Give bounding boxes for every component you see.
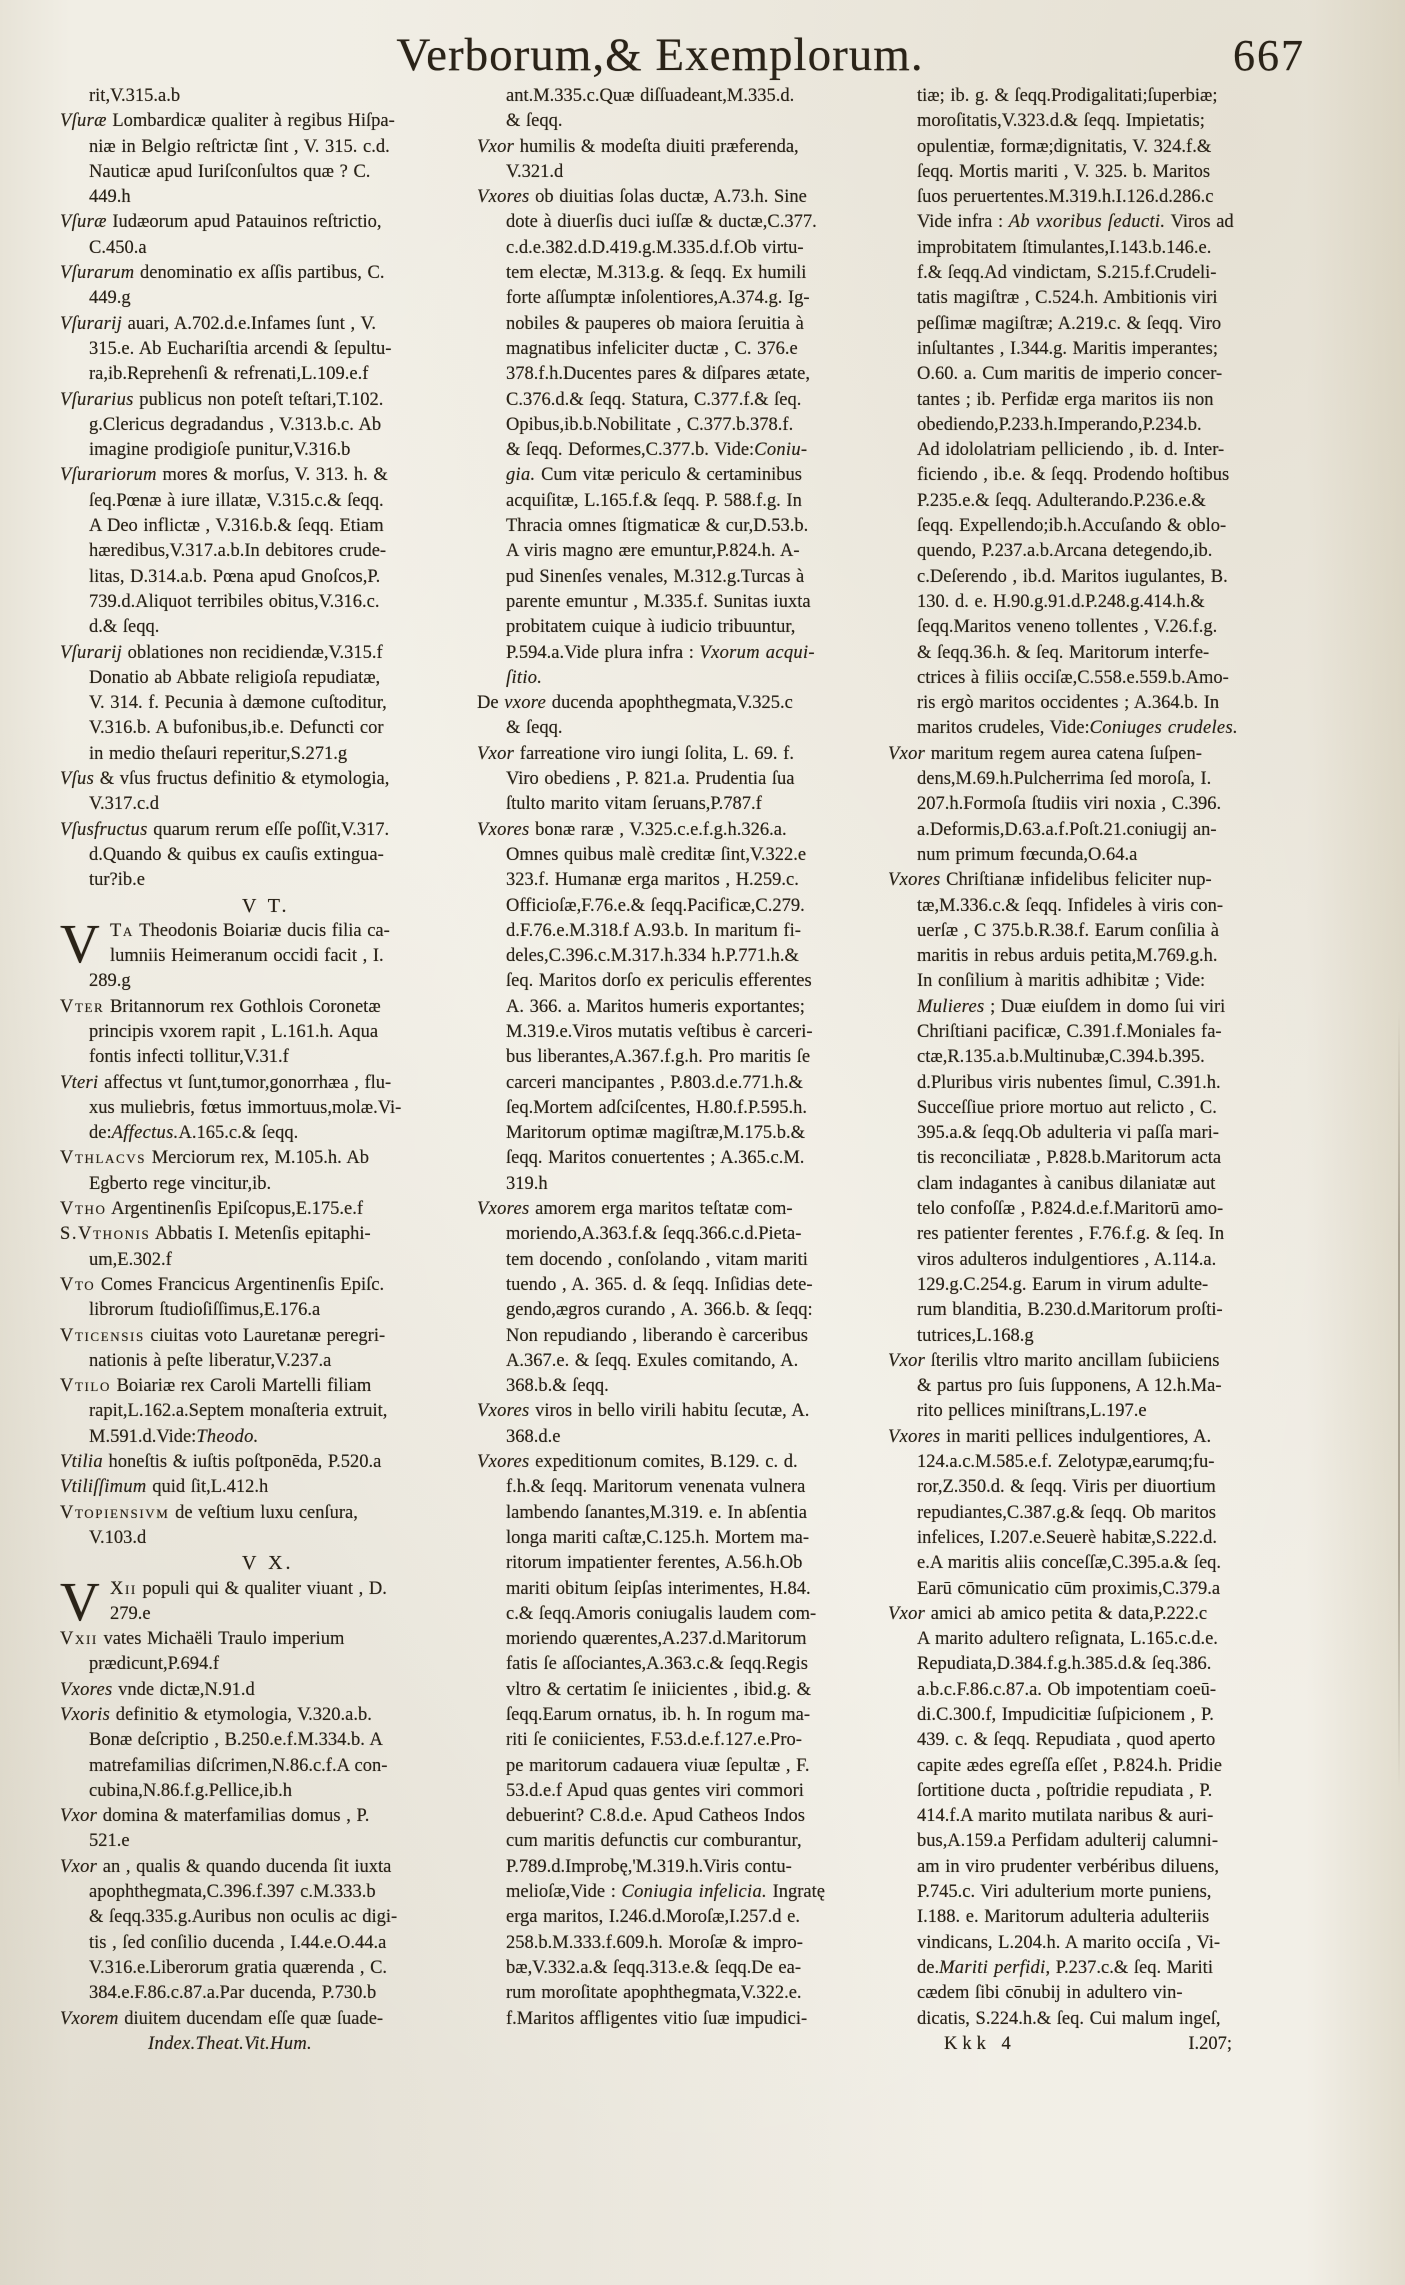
text-line: ctæ,R.135.a.b.Multinubæ,C.394.b.395.	[917, 1047, 1205, 1068]
text-line: Omnes quibus malè creditæ ſint,V.322.e	[506, 844, 807, 865]
text-line: uerſæ , C 375.b.R.38.f. Earum conſilia à	[917, 920, 1219, 941]
headword: Vxoris	[60, 1705, 111, 1725]
text-line: dens,M.69.h.Pulcherrima ſed moroſa, I.	[917, 769, 1212, 790]
text-line: obediendo,P.233.h.Imperando,P.234.b.	[917, 414, 1202, 435]
text-line: rito pellices miniſtrans,L.197.e	[917, 1401, 1147, 1422]
index-column-1	[60, 84, 465, 2057]
text-line: ror,Z.350.d. & ſeqq. Viris per diuortium	[917, 1477, 1216, 1498]
headword: Vſurarum	[60, 263, 135, 284]
index-entry-line: Vſuræ Lombardicæ qualiter à regibus Hiſpa-	[60, 111, 395, 132]
text-line: C.376.d.& ſeqq. Statura, C.377.f.& ſeq.	[506, 389, 802, 410]
text-line: a.b.c.F.86.c.87.a. Ob impotentiam coeū-	[917, 1679, 1216, 1700]
page-number: 667	[1233, 31, 1305, 80]
text-line: g.Clericus degradandus , V.313.b.c. Ab	[89, 414, 382, 435]
text-line: di.C.300.f, Impudicitiæ ſuſpicionem , P.	[917, 1705, 1214, 1725]
text-line: ſeq.Pœnæ à iure illatæ, V.315.c.& ſeqq.	[89, 490, 384, 511]
text-line: ficiendo , ib.e. & ſeqq. Prodendo hoſtibus	[917, 465, 1230, 486]
text-line: hæredibus,V.317.a.b.In debitores crude-	[89, 541, 387, 562]
drop-cap: V	[60, 912, 100, 974]
headword: Vtiliſſimum	[60, 1477, 147, 1498]
headword: Vxores	[477, 1452, 530, 1473]
text-line: 319.h	[506, 1173, 548, 1194]
text-line: Earū cōmunicatio cūm proximis,C.379.a	[917, 1578, 1221, 1599]
text-line: bus,A.159.a Perfidam adulterij calumni-	[917, 1831, 1218, 1852]
text-line: lumniis Heimeranum occidi facit , I.	[110, 946, 384, 967]
text-line: Nauticæ apud Iuriſconſultos quæ ? C.	[89, 161, 371, 182]
text-line: tæ,M.336.c.& ſeqq. Infideles à viris con-	[917, 895, 1224, 916]
text-line: melioſæ,Vide : Coniugia infelicia. Ingratę	[506, 1882, 825, 1903]
headword: Ta	[110, 920, 134, 941]
text-line: ſortitione ducta , poſtridie repudiata , P.	[917, 1780, 1213, 1801]
text-line: P.745.c. Viri adulterium morte puniens,	[917, 1882, 1212, 1903]
index-entry-line: Vticensis ciuitas voto Lauretanæ peregri-	[60, 1325, 386, 1346]
headword: Vteri	[60, 1072, 99, 1093]
text-line: inſultantes , I.344.g. Maritis imperantes;	[917, 338, 1218, 359]
headword: Vſurarij	[60, 642, 123, 663]
index-entry-line: Kkk 4 I.207;	[888, 2032, 1238, 2057]
index-entry-line: V Xii populi qui & qualiter viuant , D.	[60, 1570, 387, 1632]
text-line: mariti obitum ſeipſas interimentes, H.84.	[506, 1578, 811, 1599]
text-line: & ſeqq.36.h. & ſeq. Maritorum interfe-	[917, 642, 1210, 663]
text-line: tem docendo , conſolando , vitam mariti	[506, 1249, 808, 1270]
text-line: 129.g.C.254.g. Earum in virum adulte-	[917, 1274, 1209, 1295]
text-line: dote à diuerſis duci iuſſæ & ductæ,C.377.	[506, 212, 817, 233]
headword: Vthlacvs	[60, 1148, 147, 1169]
text-line: 395.a.& ſeqq.Ob adulteria vi paſſa mari-	[917, 1123, 1219, 1144]
headword: Vxorem	[60, 2008, 119, 2029]
text-line: d.Quando & quibus ex cauſis extingua-	[89, 844, 384, 865]
text-line: 289.g	[89, 971, 131, 992]
headword: Vſurariorum	[60, 465, 157, 486]
text-line: ſeqq. Mortis mariti , V. 325. b. Maritos	[917, 161, 1211, 182]
headword: Vticensis	[60, 1325, 145, 1346]
index-entry-line: Vtiliſſimum quid ſit,L.412.h	[60, 1477, 269, 1498]
text-line: 378.f.h.Ducentes pares & diſpares ætate,	[506, 364, 811, 385]
text-line: c.& ſeqq.Amoris coniugalis laudem com-	[506, 1603, 817, 1624]
text-line: infelices, I.207.e.Seuerè habitæ,S.222.d.	[917, 1527, 1217, 1548]
index-column-2	[477, 84, 882, 2032]
index-entry-line: Vxor ſterilis vltro marito ancillam ſubiiciens	[888, 1350, 1220, 1371]
headword: Vxores	[60, 1679, 113, 1700]
text-line: gendo,ægros curando , A. 366.b. & ſeqq:	[506, 1300, 813, 1321]
text-line: V.316.e.Liberorum gratia quærenda , C.	[89, 1957, 388, 1978]
text-line: V.316.b. A bufonibus,ib.e. Defuncti cor	[89, 718, 384, 739]
headword: Vxor	[888, 1350, 926, 1371]
text-line: d.F.76.e.M.318.f A.93.b. In maritum fi-	[506, 920, 801, 941]
headword: Vxor	[60, 1806, 98, 1827]
text-line: principis vxorem rapit , L.161.h. Aqua	[89, 1021, 379, 1042]
headword: Vſuræ	[60, 111, 107, 132]
text-line: f.& ſeqq.Ad vindictam, S.215.f.Crudeli-	[917, 263, 1217, 284]
index-entry-line: Vxor humilis & modeſta diuiti præferenda,	[477, 136, 799, 157]
text-line: de.Mariti perfidi, P.237.c.& ſeq. Mariti	[917, 1957, 1213, 1978]
text-line: ſeqq. Maritos conuertentes ; A.365.c.M.	[506, 1148, 805, 1169]
index-entry-line: Vſurarius publicus non poteſt teſtari,T.102.	[60, 389, 384, 410]
text-line: e.A maritis aliis conceſſæ,C.395.a.& ſeq.	[917, 1553, 1222, 1574]
index-entry-line: V Ta Theodonis Boiariæ ducis filia ca-	[60, 912, 390, 974]
text-line: M.319.e.Viros mutatis veſtibus è carceri-	[506, 1021, 813, 1042]
index-entry-line: Vtho Argentinenſis Epiſcopus,E.175.e.f	[60, 1199, 363, 1220]
text-line: maritis in rebus arduis petita,M.769.g.h.	[917, 946, 1218, 967]
text-line: d.Pluribus viris nubentes ſimul, C.391.h.	[917, 1072, 1221, 1093]
text-line: ſitio.	[506, 667, 543, 688]
index-entry-line: Vxores expeditionum comites, B.129. c. d.	[477, 1452, 798, 1473]
text-line: fatis ſe aſſociantes,A.363.c.& ſeqq.Regis	[506, 1654, 809, 1675]
text-line: pe maritorum cadauera viuæ ſepultæ , F.	[506, 1755, 810, 1776]
text-line: gia. Cum vitæ periculo & certaminibus	[506, 465, 802, 486]
text-line: opulentiæ, formæ;dignitatis, V. 324.f.&	[917, 136, 1212, 157]
text-line: A viris magno ære emuntur,P.824.h. A-	[506, 541, 800, 562]
text-line: tiæ; ib. g. & ſeqq.Prodigalitati;ſuperbiæ;	[917, 86, 1218, 106]
text-line: 384.e.F.86.c.87.a.Par ducenda, P.730.b	[89, 1983, 377, 2004]
text-line: num primum fœcunda,O.64.a	[917, 844, 1138, 865]
text-line: 449.g	[89, 288, 131, 309]
text-line: C.450.a	[89, 237, 147, 258]
index-entry-line: Vxores vnde dictæ,N.91.d	[60, 1679, 255, 1700]
index-entry-line: Vſuræ Iudæorum apud Patauinos reſtrictio,	[60, 212, 382, 233]
text-line: riti ſe coniicientes, F.53.d.e.f.127.e.Pro-	[506, 1730, 802, 1751]
catchword-line: Index.Theat.Vit.Hum.	[148, 2033, 312, 2054]
text-line: in medio theſauri reperitur,S.271.g	[89, 743, 348, 764]
text-line: tis reconciliatæ , P.828.b.Maritorum acta	[917, 1148, 1222, 1169]
text-line: P.235.e.& ſeqq. Adulterando.P.236.e.&	[917, 490, 1206, 511]
headword: Vtopiensivm	[60, 1502, 170, 1523]
index-entry-line: Vtopiensivm de veſtium luxu cenſura,	[60, 1502, 358, 1523]
text-line: Mulieres ; Duæ eiuſdem in domo ſui viri	[917, 996, 1226, 1017]
text-line: Bonæ deſcriptio , B.250.e.f.M.334.b. A	[89, 1730, 383, 1751]
text-line: & partus pro ſuis ſupponens, A 12.h.Ma-	[917, 1376, 1222, 1397]
index-entry-line: Vxoris definitio & etymologia, V.320.a.b.	[60, 1705, 372, 1725]
text-line: tem electæ, M.313.g. & ſeqq. Ex humili	[506, 263, 807, 284]
text-line: improbitatem ſtimulantes,I.143.b.146.e.	[917, 237, 1212, 258]
text-line: & ſeqq.	[506, 718, 563, 739]
text-line: 53.d.e.f Apud quas gentes viri commori	[506, 1780, 804, 1801]
headword: Vxores	[477, 187, 530, 208]
headword: Vſuræ	[60, 212, 107, 233]
text-line: quendo, P.237.a.b.Arcana detegendo,ib.	[917, 541, 1213, 562]
section-heading: V X.	[242, 1552, 294, 1575]
index-entry-line: Vxorem diuitem ducendam eſſe quæ ſuade-	[60, 2008, 384, 2029]
headword: Vtilia	[60, 1452, 103, 1473]
text-line: peſſimæ magiſtræ; A.219.c. & ſeqq. Viro	[917, 313, 1222, 334]
text-line: De vxore ducenda apophthegmata,V.325.c	[477, 693, 793, 714]
text-line: ant.M.335.c.Quæ diſſuadeant,M.335.d.	[506, 86, 795, 106]
drop-cap: V	[60, 1570, 100, 1632]
text-line: A.367.e. & ſeqq. Exules comitando, A.	[506, 1350, 799, 1371]
text-line: tis , ſed conſilio ducenda , I.44.e.O.44.a	[89, 1932, 387, 1953]
text-line: carceri mancipantes , P.803.d.e.771.h.&	[506, 1072, 803, 1093]
text-line: V.103.d	[89, 1527, 147, 1548]
text-line: In conſilium à maritis adhibitæ ; Vide:	[917, 971, 1206, 992]
text-line: ſeq. Maritos dorſo ex periculis efferentes	[506, 971, 812, 992]
headword: Vtho	[60, 1199, 107, 1220]
text-line: bæ,V.332.a.& ſeqq.313.e.& ſeqq.De ea-	[506, 1957, 801, 1978]
index-entry-line: Vſus & vſus fructus definitio & etymologia,	[60, 769, 390, 790]
text-line: 130. d. e. H.90.g.91.d.P.248.g.414.h.&	[917, 591, 1205, 612]
text-line: clam indagantes à canibus dilaniatæ aut	[917, 1173, 1216, 1194]
text-line: forte aſſumptæ inſolentiores,A.374.g. Ig-	[506, 288, 810, 309]
headword: Vxores	[888, 1426, 941, 1447]
text-line: 258.b.M.333.f.609.h. Moroſæ & impro-	[506, 1932, 803, 1953]
text-line: tatis magiſtræ , C.524.h. Ambitionis viri	[917, 288, 1218, 309]
text-line: rum moroſitate apophthegmata,V.322.e.	[506, 1983, 802, 2004]
text-line: librorum ſtudioſiſſimus,E.176.a	[89, 1300, 321, 1321]
text-line: matrefamilias diſcrimen,N.86.c.f.A con-	[89, 1755, 388, 1776]
index-entry-line: Vxores viros in bello virili habitu ſecutæ, A.	[477, 1401, 810, 1422]
text-line: res patienter ferentes , F.76.f.g. & ſeq. In	[917, 1224, 1225, 1245]
text-line: tutrices,L.168.g	[917, 1325, 1034, 1346]
text-line: vindicans, L.204.h. A marito occiſa , Vi-	[917, 1932, 1221, 1953]
index-entry-line: Vſurarum denominatio ex aſſis partibus, C.	[60, 263, 385, 284]
text-line: Donatio ab Abbate religioſa repudiatæ,	[89, 667, 381, 688]
text-line: 439. c. & ſeqq. Repudiata , quod aperto	[917, 1730, 1216, 1751]
text-line: 323.f. Humanæ erga maritos , H.259.c.	[506, 870, 799, 891]
text-line: Chriſtiani pacificæ, C.391.f.Moniales fa-	[917, 1021, 1222, 1042]
text-line: Maritorum optimæ magiſtræ,M.175.b.&	[506, 1123, 806, 1144]
text-line: longa mariti caſtæ,C.125.h. Mortem ma-	[506, 1527, 810, 1548]
text-line: 521.e	[89, 1831, 130, 1852]
text-line: & ſeqq.	[506, 111, 563, 132]
headword: Vxores	[477, 1401, 530, 1422]
text-line: c.d.e.382.d.D.419.g.M.335.d.f.Ob virtu-	[506, 237, 804, 258]
index-entry-line: Vxores bonæ raræ , V.325.c.e.f.g.h.326.a.	[477, 819, 787, 840]
index-entry-line: S.Vthonis Abbatis I. Metenſis epitaphi-	[60, 1224, 371, 1245]
index-entry-line: Vtilo Boiariæ rex Caroli Martelli filiam	[60, 1376, 372, 1397]
text-line: A marito adultero reſignata, L.165.c.d.e.	[917, 1629, 1218, 1650]
text-line: 279.e	[110, 1603, 151, 1624]
text-line: Officioſæ,F.76.e.& ſeqq.Pacificæ,C.279.	[506, 895, 805, 916]
text-line: deles,C.396.c.M.317.h.334 h.P.771.h.&	[506, 946, 799, 967]
text-line: capite ædes egreſſa eſſet , P.824.h. Pridie	[917, 1755, 1223, 1776]
text-line: Viro obediens , P. 821.a. Prudentia ſua	[506, 769, 795, 790]
index-entry-line: Vxor maritum regem aurea catena ſuſpen-	[888, 743, 1202, 764]
index-entry-line: Vthlacvs Merciorum rex, M.105.h. Ab	[60, 1148, 369, 1169]
headword: Xii	[110, 1578, 137, 1599]
headword: Vter	[60, 996, 105, 1017]
index-entry-line: Vſurarij auari, A.702.d.e.Infames ſunt , V.	[60, 313, 377, 334]
text-line: nationis à peſte liberatur,V.237.a	[89, 1350, 332, 1371]
text-line: telo confoſſæ , P.824.d.e.f.Maritorū amo-	[917, 1199, 1224, 1220]
text-line: bus liberantes,A.367.f.g.h. Pro maritis ſe	[506, 1047, 811, 1068]
text-line: repudiantes,C.387.g.& ſeqq. Ob maritos	[917, 1502, 1216, 1523]
text-line: dicatis, S.224.h.& ſeq. Cui malum ingeſ,	[917, 2008, 1221, 2029]
text-line: ſeq.Mortem adſciſcentes, H.80.f.P.595.h.	[506, 1097, 808, 1118]
text-line: apophthegmata,C.396.f.397 c.M.333.b	[89, 1882, 376, 1903]
text-line: litas, D.314.a.b. Pœna apud Gnoſcos,P.	[89, 566, 381, 587]
text-line: cædem ſibi cōnubij in adultero vin-	[917, 1983, 1183, 2004]
text-line: Vide infra : Ab vxoribus ſeducti. Viros ad	[917, 212, 1234, 233]
text-line: 414.f.A marito mutilata naribus & auri-	[917, 1806, 1214, 1827]
text-line: nobiles & pauperes ob maiora ſeruitia à	[506, 313, 804, 334]
index-entry-line: Vxii vates Michaëli Traulo imperium	[60, 1629, 345, 1650]
text-line: A Deo inflictæ , V.316.b.& ſeqq. Etiam	[89, 516, 384, 537]
text-line: P.789.d.Improbę,'M.319.h.Viris contu-	[506, 1856, 792, 1877]
index-entry-line: Vtilia honeſtis & iuſtis poſtponēda, P.520.a	[60, 1452, 382, 1473]
text-line: viros adulteros indulgentiores , A.114.a.	[917, 1249, 1217, 1270]
text-line: parente emuntur , M.335.f. Sunitas iuxta	[506, 591, 811, 612]
index-entry-line: Vxores amorem erga maritos teſtatæ com-	[477, 1199, 793, 1220]
text-line: de:Affectus.A.165.c.& ſeqq.	[89, 1123, 299, 1144]
text-line: M.591.d.Vide:Theodo.	[89, 1426, 259, 1447]
text-line: prædicunt,P.694.f	[89, 1654, 220, 1675]
text-line: c.Deſerendo , ib.d. Maritos iugulantes, B.	[917, 566, 1228, 587]
text-line: maritos crudeles, Vide:Coniuges crudeles.	[917, 718, 1238, 739]
index-column-3	[888, 84, 1293, 2057]
text-line: magnatibus infeliciter ductæ , C. 376.e	[506, 338, 798, 359]
index-entry-line: Vſusfructus quarum rerum eſſe poſſit,V.317.	[60, 819, 390, 840]
headword: Vxii	[60, 1629, 98, 1650]
text-line: Repudiata,D.384.f.g.h.385.d.& ſeq.386.	[917, 1654, 1212, 1675]
index-entry-line: Vxores Chriſtianæ infidelibus feliciter nup-	[888, 870, 1212, 891]
text-line: Egberto rege vincitur,ib.	[89, 1173, 272, 1194]
index-entry-line: Vxor domina & materfamilias domus , P.	[60, 1806, 370, 1827]
headword: Vxores	[477, 819, 530, 840]
text-line: & ſeqq. Deformes,C.377.b. Vide:Coniu-	[506, 440, 808, 461]
text-line: ctrices à filiis occiſæ,C.558.e.559.b.Amo-	[917, 667, 1229, 688]
headword: Vxor	[60, 1856, 98, 1877]
text-line: ſuos peruertentes.M.319.h.I.126.d.286.c	[917, 187, 1214, 208]
text-line: ritorum impatienter ferentes, A.56.h.Ob	[506, 1553, 803, 1574]
index-entry-line: Vxor amici ab amico petita & data,P.222.c	[888, 1603, 1208, 1624]
headword: S.Vthonis	[60, 1224, 151, 1245]
text-line: lambendo ſanantes,M.319. e. In abſentia	[506, 1502, 807, 1523]
text-line: ſeqq. Expellendo;ib.h.Accuſando & oblo-	[917, 516, 1227, 537]
text-line: Opibus,ib.b.Nobilitate , C.377.b.378.f.	[506, 414, 794, 435]
text-line: V. 314. f. Pecunia à dæmone cuſtoditur,	[89, 693, 387, 714]
headword: Vſurarij	[60, 313, 123, 334]
text-line: rit,V.315.a.b	[89, 86, 181, 106]
text-line: a.Deformis,D.63.a.f.Poſt.21.coniugij an-	[917, 819, 1217, 840]
headword: Vxor	[888, 1603, 926, 1624]
index-entry-line: Vxor an , qualis & quando ducenda ſit iuxta	[60, 1856, 392, 1877]
text-line: & ſeqq.335.g.Auribus non oculis ac digi-	[89, 1907, 398, 1928]
text-line: Ad idololatriam pelliciendo , ib. d. Inter-	[917, 440, 1225, 461]
text-line: 449.h	[89, 187, 131, 208]
text-line: fontis infecti tollitur,V.31.f	[89, 1047, 289, 1068]
index-entry-line: Vto Comes Francicus Argentinenſis Epiſc.	[60, 1274, 385, 1295]
text-line: ſeqq.Earum ornatus, ib. h. In rogum ma-	[506, 1705, 810, 1725]
text-line: moroſitatis,V.323.d.& ſeqq. Impietatis;	[917, 111, 1205, 132]
text-line: ſtulto marito vitam ſeruans,P.787.f	[506, 794, 762, 815]
text-line: 315.e. Ab Euchariſtia arcendi & ſepultu-	[89, 338, 392, 359]
index-entry-line: Vſurariorum mores & morſus, V. 313. h. &	[60, 465, 388, 486]
headword: Kkk 4	[944, 2033, 1016, 2054]
text-line: imagine prodigioſe punitur,V.316.b	[89, 440, 351, 461]
index-entry-line: Vſurarij oblationes non recidiendæ,V.315.f	[60, 642, 383, 663]
index-entry-line: Vxores in mariti pellices indulgentiores, A.	[888, 1426, 1212, 1447]
headword: Vtilo	[60, 1376, 111, 1397]
index-entry-line: Vxores ob diuitias ſolas ductæ, A.73.h. Sine	[477, 187, 807, 208]
text-line: cum maritis defunctis cur comburantur,	[506, 1831, 802, 1852]
headword: Vxores	[888, 870, 941, 891]
text-line: f.Maritos affligentes vitio ſuæ impudici-	[506, 2008, 808, 2029]
text-line: 739.d.Aliquot terribiles obitus,V.316.c.	[89, 591, 380, 612]
headword: Vſusfructus	[60, 819, 148, 840]
headword: Vſurarius	[60, 389, 134, 410]
headword: Vxor	[477, 136, 515, 157]
headword: Vſus	[60, 769, 95, 790]
headword: Vto	[60, 1274, 96, 1295]
text-line: um,E.302.f	[89, 1249, 172, 1270]
text-line: acquiſitæ, L.165.f.& ſeqq. P. 588.f.g. In	[506, 490, 802, 511]
text-line: moriendo quærentes,A.237.d.Maritorum	[506, 1629, 807, 1650]
section-heading: V T.	[242, 894, 290, 917]
text-line: d.& ſeqq.	[89, 617, 160, 638]
text-line: tuendo , A. 365. d. & ſeqq. Inſidias dete-	[506, 1274, 813, 1295]
text-line: V.321.d	[506, 161, 564, 182]
text-line: erga maritos, I.246.d.Moroſæ,I.257.d e.	[506, 1907, 800, 1928]
text-line: rum blanditia, B.230.d.Maritorum proſti-	[917, 1300, 1223, 1321]
index-entry-line: Vter Britannorum rex Gothlois Coronetæ	[60, 996, 381, 1017]
text-line: am in viro prudenter verbéribus diluens,	[917, 1856, 1219, 1877]
text-line: 368.b.& ſeqq.	[506, 1376, 609, 1397]
text-line: O.60. a. Cum maritis de imperio concer-	[917, 364, 1223, 385]
text-line: 368.d.e	[506, 1426, 561, 1447]
text-line: moriendo,A.363.f.& ſeqq.366.c.d.Pieta-	[506, 1224, 802, 1245]
headword: Vxores	[477, 1199, 530, 1220]
text-line: tantes ; ib. Perfidæ erga maritos iis non	[917, 389, 1214, 410]
text-line: I.188. e. Maritorum adulteria adulteriis	[917, 1907, 1210, 1928]
index-entry-line: Vxor farreatione viro iungi ſolita, L. 69. f.	[477, 743, 794, 764]
running-title: Verborum,& Exemplorum.	[396, 29, 924, 81]
text-line: pud Sinenſes venales, M.312.g.Turcas à	[506, 566, 805, 587]
text-line: ſeqq.Maritos veneno tollentes , V.26.f.g.	[917, 617, 1218, 638]
text-line: debuerint? C.8.d.e. Apud Catheos Indos	[506, 1806, 805, 1827]
text-line: A. 366. a. Maritos humeris exportantes;	[506, 996, 805, 1017]
text-line: Non repudiando , liberando è carceribus	[506, 1325, 808, 1346]
text-line: f.h.& ſeqq. Maritorum venenata vulnera	[506, 1477, 806, 1498]
headword: Vxor	[888, 743, 926, 764]
index-entry-line: Vteri affectus vt ſunt,tumor,gonorrhæa , flu-	[60, 1072, 392, 1093]
text-line: probitatem cuique à iudicio tribuuntur,	[506, 617, 796, 638]
text-line: xus muliebris, fœtus immortuus,molæ.Vi-	[89, 1097, 402, 1118]
text-line: 207.h.Formoſa ſtudiis viri noxia , C.396.	[917, 794, 1222, 815]
text-line: P.594.a.Vide plura infra : Vxorum acqui-	[506, 642, 815, 663]
text-line: tur?ib.e	[89, 870, 145, 891]
text-line: niæ in Belgio reſtrictæ ſint , V. 315. c.d.	[89, 136, 390, 157]
text-line: ra,ib.Reprehenſi & refrenati,L.109.e.f	[89, 364, 369, 385]
text-line: rapit,L.162.a.Septem monaſteria extruit,	[89, 1401, 388, 1422]
text-line: Thracia omnes ſtigmaticæ & cur,D.53.b.	[506, 516, 809, 537]
text-line: V.317.c.d	[89, 794, 160, 815]
headword: Vxor	[477, 743, 515, 764]
text-line: vltro & certatim ſe iniicientes , ibid.g. &	[506, 1679, 811, 1700]
text-line: Succeſſiue priore mortuo aut relicto , C.	[917, 1097, 1217, 1118]
text-line: 124.a.c.M.585.e.f. Zelotypæ,earumq;fu-	[917, 1452, 1215, 1473]
text-line: cubina,N.86.f.g.Pellice,ib.h	[89, 1780, 292, 1801]
text-line: ris ergò maritos occidentes ; A.364.b. In	[917, 693, 1220, 714]
